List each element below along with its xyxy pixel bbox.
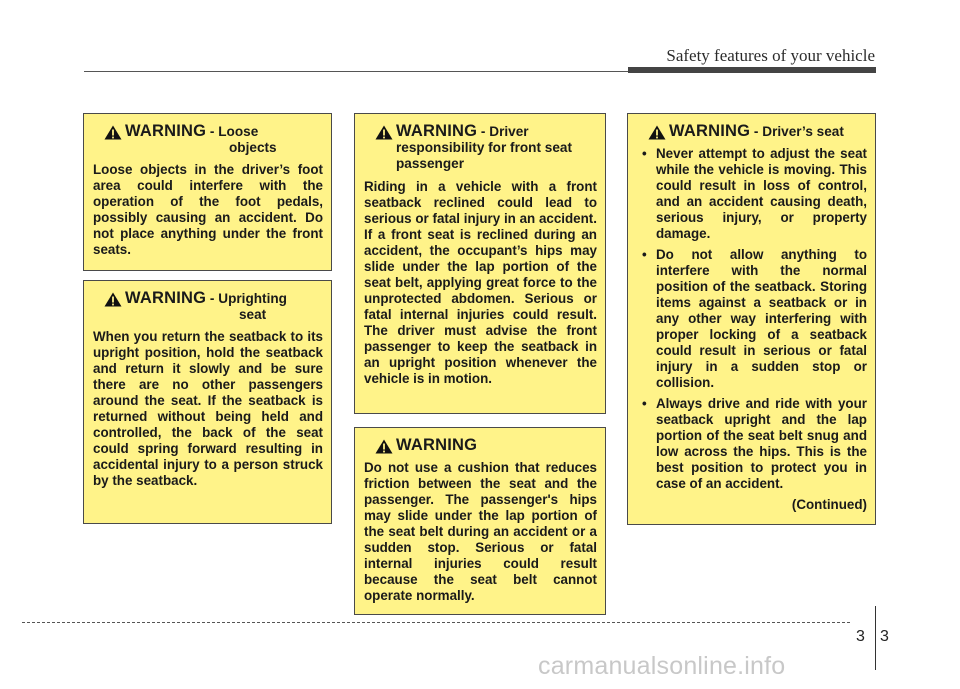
page-header-title: Safety features of your vehicle <box>666 46 875 65</box>
warning-label: WARNING <box>125 122 207 140</box>
warning-label: WARNING <box>396 436 478 454</box>
warning-body: Riding in a vehicle with a front seatback reclined could lead to serious or fatal injury in an accident. If a front seat is reclined during an accident, the occupant’s hips may slide under the lap portion of the seat belt, applying great force to the unprotected abdomen. Serious or fatal internal injuries could result. The driver must advise the front passenger to keep the seatback in an upright position whenever the vehicle is in motion. <box>364 179 597 386</box>
warning-triangle-icon <box>375 125 393 140</box>
warning-bullet-list <box>637 146 867 492</box>
page-number: 3 <box>880 628 889 645</box>
warning-heading <box>93 123 323 156</box>
warning-heading <box>637 123 867 140</box>
warning-box-cushion <box>354 427 606 615</box>
list-item-text: Do not allow anything to interfere with the normal position of the seatback. Storing items against a seatback or in any other way interfering with proper locking of a seatback could result in serious or fatal injury in a sudden stop or collision. <box>656 247 867 390</box>
list-item-text: Never attempt to adjust the seat while the vehicle is moving. This could result in loss of control, and an accident causing death, serious injury, or property damage. <box>656 146 867 241</box>
warning-box-loose-objects <box>83 113 332 271</box>
bullet: • <box>642 146 647 161</box>
warning-heading <box>93 290 323 323</box>
warning-triangle-icon <box>104 125 122 140</box>
list-item <box>637 396 867 492</box>
warning-box-driver-responsibility <box>354 113 606 414</box>
warning-label: WARNING <box>125 289 207 307</box>
warning-body: When you return the seatback to its upright position, hold the seatback and return it slowly and be sure there are no other passengers around the seat. If the seatback is returned without being held and controlled, the back of the seat could spring forward resulting in accidental injury to a person struck by the seatback. <box>93 329 323 488</box>
warning-subject: Driver’s seat <box>762 124 844 139</box>
warning-dash: - <box>206 124 219 139</box>
warning-label: WARNING <box>396 122 478 140</box>
watermark: carmanualsonline.info <box>538 652 786 680</box>
warning-subject-line2: seat <box>239 307 267 322</box>
list-item-text: Always drive and ride with your seatback upright and the lap portion of the seat belt snug and low across the hips. This is the best position to protect you in case of an accident. <box>656 396 867 491</box>
continued-note: (Continued) <box>791 497 867 512</box>
warning-body: Loose objects in the driver’s foot area could interfere with the operation of the foot pedals, possibly causing an accident. Do not place anything under the front seats. <box>93 162 323 257</box>
warning-triangle-icon <box>375 439 393 454</box>
warning-dash: - <box>477 124 490 139</box>
warning-dash: - <box>206 291 219 306</box>
warning-dash: - <box>750 124 763 139</box>
warning-box-drivers-seat <box>627 113 876 525</box>
chapter-number: 3 <box>856 628 865 645</box>
bullet: • <box>642 396 647 411</box>
warning-box-uprighting-seat <box>83 280 332 524</box>
footer-dashed-rule <box>22 622 850 623</box>
warning-triangle-icon <box>104 292 122 307</box>
warning-subject-line2: objects <box>229 140 277 155</box>
footer-page-divider <box>875 606 876 670</box>
warning-subject: Driver responsibility for front seat passenger <box>396 124 572 171</box>
warning-heading <box>364 437 597 454</box>
header-bar <box>628 67 876 73</box>
warning-subject-line1: Loose <box>218 124 259 139</box>
bullet: • <box>642 247 647 262</box>
list-item <box>637 247 867 391</box>
warning-body: Do not use a cushion that reduces friction between the seat and the passenger. The passenger's hips may slide under the lap portion of the seat belt during an accident or a sudden stop. Serious or fatal internal injuries could result because the seat belt cannot operate normally. <box>364 460 597 603</box>
warning-triangle-icon <box>648 125 666 140</box>
warning-heading <box>364 123 597 172</box>
warning-label: WARNING <box>669 122 751 140</box>
warning-subject-line1: Uprighting <box>218 291 287 306</box>
list-item <box>637 146 867 242</box>
